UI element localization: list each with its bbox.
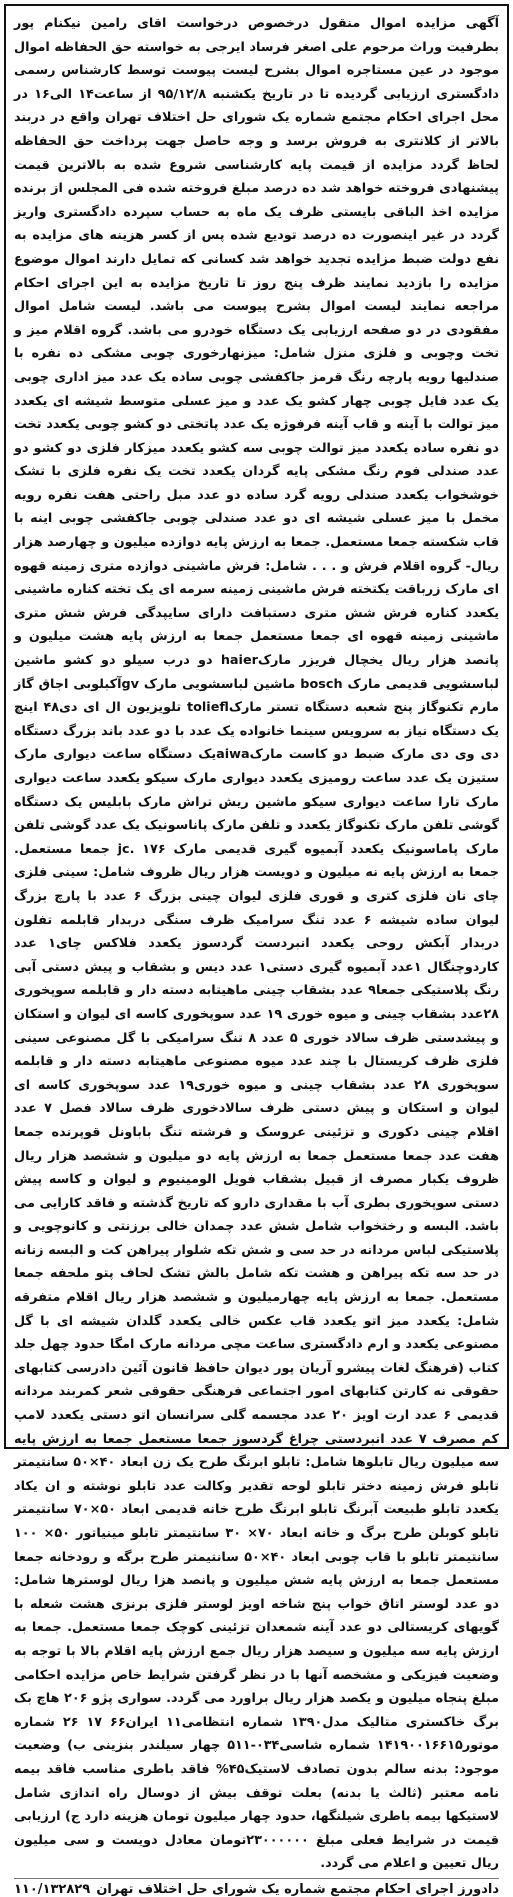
notice-footer bbox=[14, 1878, 499, 1897]
notice-reference-number: ۱۱۰/۱۳۲۸۲۹ bbox=[14, 1881, 91, 1897]
notice-paragraph: آگهی مزایده اموال منقول درخصوص درخواست اقای رامین نیکنام پور بطرفیت وراث مرحوم علی اصغر فرساد ایرجی به خواسته حق الحفاظه اموال موجود در عین مستاجره اموال بشرح لیست پیوست توسط کارشناس رسمی دادگستری ارزیابی گردیده تا در تاریخ یکشنبه ۹۵/۱۲/۸ از ساعت۱۴ الی۱۶ در محل اجرای احکام مجتمع شماره یک شورای حل اختلاف تهران واقع در دربند بالاتر از کلانتری به فروش برسد و وجه حاصل جهت پرداخت حق الحفاظه لحاظ گردد مزایده از قیمت پایه کارشناسی شروع شده به بالاترین قیمت پیشنهادی فروخته خواهد شد ده درصد مبلغ فروخته شده فی المجلس از برنده مزایده اخذ الباقی بایستی ظرف یک ماه به حساب سپرده دادگستری واریز گردد در غیر اینصورت ده درصد تودیع شده پس از کسر هزینه های مزایده به نفع دولت ضبط مزایده تجدید خواهد شد کسانی که تمایل دارند اموال موضوع مزایده را بازدید نمایند ظرف پنج روز تا تاریخ مزایده به این اجرای احکام مراجعه نمایند لیست اموال بشرح پیوست می باشد. لیست شامل اموال مفقودی در دو صفحه ارزیابی یک دستگاه خودرو می باشد. گروه اقلام میز و تخت وچوبی و فلزی منزل شامل: میزنهارخوری چوبی مشکی ده نفره با صندلیها رویه پارچه رنگ قرمز جاکفشی چوبی ساده یک عدد میز اداری چوبی یک عدد فایل چوبی چهار کشو یک عدد و میز عسلی متوسط شیشه ای یکعدد میز توالت با آینه و قاب آینه فرفوژه یک عدد پاتختی دو کشو چوبی یکعدد تخت دو نفره ساده یکعدد میز توالت چوبی سه کشو یکعدد میزکار فلزی دو کشو دو عدد صندلی فوم رنگ مشکی پایه گردان یکعدد تخت یک نفره فلزی با تشک خوشخواب یکعدد صندلی رویه گرد ساده دو عدد مبل راحتی هفت نفره رویه مخمل با میز عسلی شیشه ای دو عدد صندلی چوبی جاکفشی چوبی اینه با قاب شکسته جمعا مستعمل. جمعا به ارزش پایه دوازده میلیون و چهارصد هزار ریال- گروه اقلام فرش و . . . شامل: فرش ماشینی دوازده متری زمینه قهوه ای مارک زرباقت یکتخته فرش ماشینی زمینه سرمه ای یک تخته کناره ماشینی یکعدد کناره فرش شش متری دستبافت دارای سایپدگی فرش شش متری ماشینی زمینه قهوه ای جمعا مستعمل جمعا به ارزش پایه هشت میلیون و پانصد هزار ریال یخچال فریزر مارکhaier دو درب سیلو دو کشو ماشین لباسشویی قدیمی مارک bosch ماشین لباسشویی مارک gvآکبلوبی اجاق گاز مارم تکنوگاز پنج شعبه دستگاه تستر مارکtoliefl تلویزیون ال ای دی۴۸ اینچ یک دستگاه نیاز به سرویس سینما خانواده یک عدد با دو عدد باند بزرگ دستگاه دی وی دی مارک ضبط دو کاست مارکaiwaیک دستگاه ساعت دیواری مارک ستیزن یک عدد ساعت رومیزی یکعدد دیواری مارک سیکو یکعدد ساعت دیواری مارک تارا ساعت دیواری سیکو ماشین ریش تراش مارک بابلیس یک دستگاه گوشی تلفن مارک تکنوگاز یکعدد و تلفن مارک پاناسونیک یک عدد گوشی تلفن مارک پاماسونیک یکعدد آبمیوه گیری قدیمی مارک jc. ۱۷۶ جمعا مستعمل. جمعا به ارزش پایه نه میلیون و دویست هزار ریال ظروف شامل: سینی فلزی چای نان فلزی کتری و قوری فلزی لیوان چینی بزرگ ۶ عدد با پارچ بزرگ لیوان ساده شیشه ۶ عدد تنگ سرامیک ظرف سنگی دربدار قابلمه تفلون دربدار آبکش روحی یکعدد انبردست گردسوز یکعدد فلاکس چای۱ عدد کاردوچنگال ۱عدد آبمیوه گیری دستی۱ عدد دیس و بشقاب و پیش دستی آبی رنگ پلاستیکی جمعا۹ عدد بشقاب چینی ماهیتابه دسته دار و قابلمه سوپخوری ۲۸عدد بشقاب چینی و میوه خوری ۱۹ عدد سوپخوری کاسه ای لیوان و استکان و پیشدستی ظرف سالاد خوری ۵ عدد ۸ تنگ سرامیکی با گل مصنوعی سینی فلزی ظرف کریستال با چند عدد میوه مصنوعی ماهیتابه دسته دار و قابلمه سوپخوری ۲۸ عدد بشقاب چینی و میوه خوری۱۹ عدد سوپخوری کاسه ای لیوان و استکان و پیش دستی ظرف سالادخوری ظرف سالاد فصل ۷ عدد اقلام چینی دکوری و تزئینی عروسک و فرشته تنگ باباونل قوپرنده جمعا هفت عدد جمعا مستعمل جمعا به ارزش پایه دو میلیون و ششصد هزار ریال ظروف یکبار مصرف از قبیل بشقاب فویل الومینیوم و لیوان و کاسه پیش دستی سوپخوری بطری آب با مقداری دارو که تاریخ گذشته و فاقد کارایی می باشد. البسه و رختخواب شامل شش عدد چمدان خالی برزنتی و کانوچویی و پلاستیکی لباس مردانه در حد سی و شش تکه شلوار پیراهن کت و البسه زنانه در حد سه تکه پیراهن و هشت تکه شامل بالش تشک لحاف پتو ملحفه جمعا مستعمل. جمعا به ارزش پایه چهارمیلیون و ششصد هزار ریال اقلام متفرقه شامل: یکعدد میز اتو یکعدد قاب عکس خالی یکعدد گلدان شیشه ای با گل مصنوعی یکعدد و ارم دادگستری ساعت مچی مردانه مارک امگا حدود چهل جلد کتاب (فرهنگ لغات پیشرو آریان پور دیوان حافظ قانون آئین دادرسی کتابهای حقوقی نه کارتن کتابهای امور اجتماعی فرهنگی حقوقی شعر کمربند مردانه قدیمی ۶ عدد ارت اویز ۲۰ عدد مجسمه گلی سرانسان اتو دستی یکعدد لامپ کم مصرف ۷ عدد انبردستی چراغ گردسوز جمعا مستعمل جمعا به ارزش پایه سه میلیون ریال تابلوها شامل: تابلو ابرنگ طرح یک زن ابعاد ۴۰×۵۰ سانتیمتر تابلو فرش زمینه دختر تابلو لوحه تقدیر وکالت عدد تابلو نوشته و ان یکاد یکعدد تابلو طبیعت آبرنگ تابلو ابرنگ طرح خانه قدیمی ابعاد ۵۰×۷۰ سانتیمتر تابلو کوبلن طرح برگ و خانه ابعاد ۷۰× ۳۰ سانتیمتر تابلو مینیاتور ۵۰× ۱۰۰ سانتیمتر تابلو با قاب چوبی ابعاد ۴۰×۵۰ سانتیمتر طرح برگه و رودخانه جمعا مستعمل جمعا به ارزش پایه شش میلیون و پانصد هزا ریال لوسترها شامل: دو عدد لوستر اتاق خواب پنج شاخه اویز لوستر فلزی برنزی هشت شعله با گویهای کریستالی دو عدد آینه شمعدان تزئینی کوچک جمعا مستعمل. جمعا به ارزش پایه سه میلیون و سیصد هزار ریال جمع ارزش پایه اقلام بالا با توجه به وضعیت فیزیکی و مشخصه آنها با در نظر گرفتن شرایط خاص مزایده احکامی مبلغ پنجاه میلیون و یکصد هزار ریال براورد می گردد. سواری پژو ۲۰۶ هاچ بک برگ خاکستری متالیک مدل۱۳۹۰ شماره انتظامی۱۱ ایران۶۶ ۱۷ ۲۶ شماره موتور۱۴۱۹۰۰۱۶۶۱۵ شماره شاسی۰۳۴-۵۱۱ چهار سیلندر بنزینی ب) وضعیت موجود: بدنه سالم بدون تصادف لاستیک۴۵% فاقد باطری مناسب فاقد بیمه نامه معتبر (ثالث یا بدنه) بعلت توقف بیش از دوسال راه اندازی شامل لاستیکها بیمه باطری شیلنگها، حدود چهار میلیون تومان هزینه دارد ج) ارزیابی قیمت در شرایط فعلی مبلغ ۲۳۰۰۰۰۰۰تومان معادل دویست و سی میلیون ریال تعیین و اعلام می گردد. bbox=[14, 16, 500, 1872]
auction-notice bbox=[4, 4, 509, 1897]
issuer-signature: دادورز اجرای احکام مجتمع شماره یک شورای حل اختلاف تهران bbox=[96, 1881, 499, 1897]
notice-body bbox=[14, 12, 499, 1876]
